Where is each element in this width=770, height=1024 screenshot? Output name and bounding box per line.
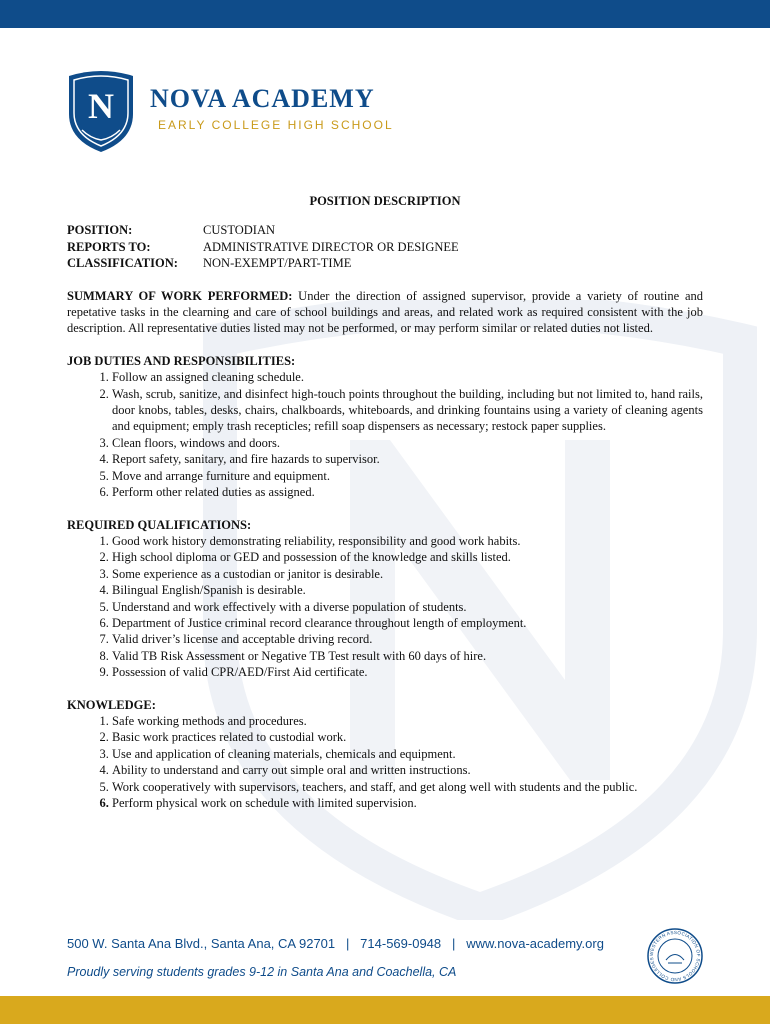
footer-tagline: Proudly serving students grades 9-12 in Santa Ana and Coachella, CA [67, 965, 457, 979]
accreditation-seal-icon [646, 927, 704, 985]
list-item: 4. Bilingual English/Spanish is desirable. [112, 582, 703, 598]
top-color-bar [0, 0, 770, 28]
logo-letter: N [88, 86, 114, 126]
seal-text: WESTERN ASSOCIATION OF SCHOOLS AND COLLEGES [648, 929, 702, 983]
school-name: NOVA ACADEMY [150, 84, 375, 113]
list-item: 5. Move and arrange furniture and equipment. [112, 468, 703, 484]
section-heading-knowledge: KNOWLEDGE: [67, 697, 156, 712]
meta-value-classification: NON-EXEMPT/PART-TIME [203, 256, 352, 271]
document-body [67, 193, 703, 811]
list-item: 1. Good work history demonstrating reliability, responsibility and good work habits. [112, 533, 703, 549]
list-item: 4. Ability to understand and carry out simple oral and written instructions. [112, 762, 703, 778]
list-item: 5. Understand and work effectively with a diverse population of students. [112, 599, 703, 615]
list-item: 9. Possession of valid CPR/AED/First Aid certificate. [112, 664, 703, 680]
meta-value-position: CUSTODIAN [203, 223, 275, 238]
list-item: 2. Wash, scrub, sanitize, and disinfect high-touch points throughout the building, including but not limited to, hand rails, door knobs, tables, desks, chairs, chalkboards, whiteboards, and drinking fountains using a variety of cleaning agents and equipment; emply trash recepticles; refill soap dispensers as necessary; restock paper supplies. [112, 386, 703, 435]
summary-text: Under the direction of assigned supervisor, provide a variety of routine and repetative tasks in the clearning and care of school buildings and areas, and related work as required consistent with the job description. All representative duties listed may not be performed, or may perform similar or related duties not listed. [67, 288, 703, 336]
list-item: 4. Report safety, sanitary, and fire hazards to supervisor. [112, 451, 703, 467]
document-title: POSITION DESCRIPTION [309, 194, 461, 208]
list-item: 1. Safe working methods and procedures. [112, 713, 703, 729]
meta-label-classification: CLASSIFICATION: [67, 256, 178, 271]
list-item: 7. Valid driver’s license and acceptable driving record. [112, 631, 703, 647]
shield-logo-icon [66, 68, 136, 154]
summary-paragraph [67, 288, 703, 337]
meta-label-reports-to: REPORTS TO: [67, 239, 151, 254]
list-item: 2. High school diploma or GED and possession of the knowledge and skills listed. [112, 549, 703, 565]
summary-label: SUMMARY OF WORK PERFORMED: [67, 288, 293, 303]
list-item: 3. Clean floors, windows and doors. [112, 435, 703, 451]
list-item: 2. Basic work practices related to custodial work. [112, 729, 703, 745]
school-subtitle: EARLY COLLEGE HIGH SCHOOL [158, 118, 394, 132]
list-item: 8. Valid TB Risk Assessment or Negative TB Test result with 60 days of hire. [112, 648, 703, 664]
list-item: 6. Department of Justice criminal record clearance throughout length of employment. [112, 615, 703, 631]
qualifications-list [67, 533, 703, 681]
footer-address: 500 W. Santa Ana Blvd., Santa Ana, CA 92701 | 714-569-0948 | www.nova-academy.org [67, 936, 604, 951]
list-item: 6. Perform other related duties as assigned. [112, 484, 703, 500]
section-heading-duties: JOB DUTIES AND RESPONSIBILITIES: [67, 353, 296, 368]
list-item: 5. Work cooperatively with supervisors, teachers, and staff, and get along well with students and the public. [112, 779, 703, 795]
list-item: 6. Perform physical work on schedule with limited supervision. [112, 795, 703, 811]
section-heading-qualifications: REQUIRED QUALIFICATIONS: [67, 517, 252, 532]
list-item: 3. Use and application of cleaning materials, chemicals and equipment. [112, 746, 703, 762]
list-item: 1. Follow an assigned cleaning schedule. [112, 369, 703, 385]
list-item: 3. Some experience as a custodian or janitor is desirable. [112, 566, 703, 582]
school-logo [66, 68, 394, 158]
knowledge-list [67, 713, 703, 811]
meta-label-position: POSITION: [67, 223, 133, 238]
meta-value-reports-to: ADMINISTRATIVE DIRECTOR OR DESIGNEE [203, 239, 459, 254]
duties-list [67, 369, 703, 500]
position-meta [67, 222, 703, 271]
bottom-color-bar [0, 996, 770, 1024]
